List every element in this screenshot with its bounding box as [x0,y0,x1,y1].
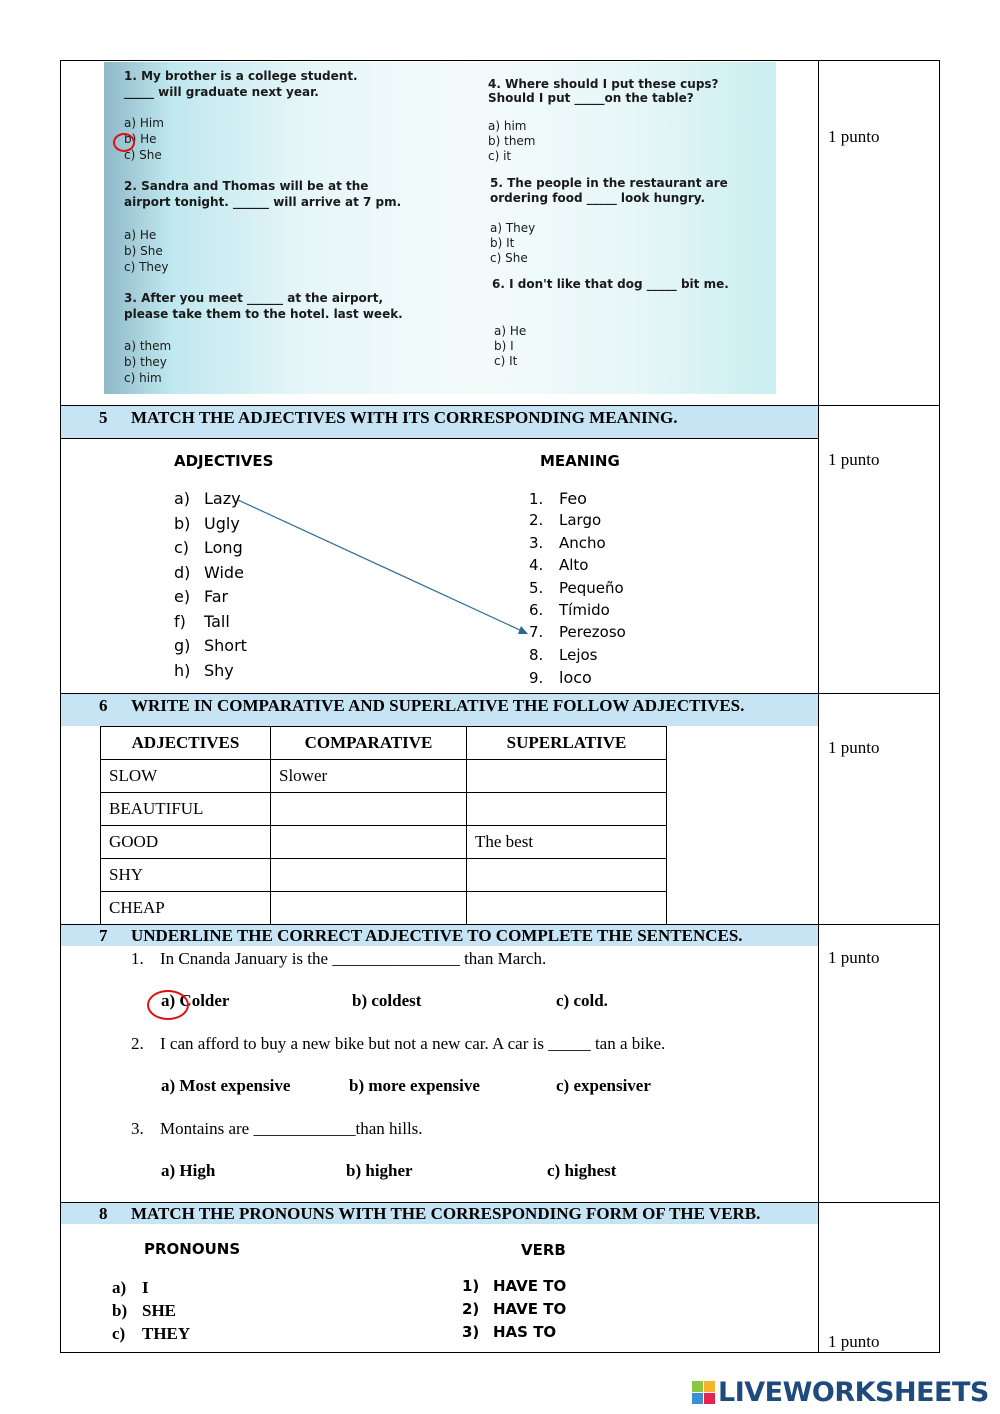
list-item[interactable]: c) Long [174,538,243,557]
list-item[interactable]: f) Tall [174,611,230,631]
list-item[interactable]: e) Far [174,587,229,606]
list-item[interactable]: 2. Largo [529,511,602,530]
list-item[interactable]: b) Ugly [174,513,240,533]
list-item[interactable]: g) Short [174,636,247,655]
answer-cell[interactable] [271,793,467,826]
option: b) I [494,339,514,353]
list-item[interactable]: 1) HAVE TO [462,1277,567,1295]
list-item[interactable]: 1. Feo [529,489,587,508]
answer-cell[interactable] [271,826,467,859]
list-item[interactable]: a) I [112,1278,149,1297]
option: a) He [494,324,527,338]
column-header: ADJECTIVES [101,727,271,760]
list-item[interactable]: 3. Ancho [529,533,606,552]
answer-cell[interactable] [271,892,467,925]
option: b) It [490,236,515,250]
option: a) They [490,221,536,235]
option-a[interactable]: a) Colder [161,991,230,1010]
option: b) She [124,244,163,258]
list-item[interactable]: 9. loco [529,668,592,688]
list-item[interactable]: c) THEY [112,1324,191,1343]
question: 2. I can afford to buy a new bike but not a new car. A car is _____ tan a bike. [131,1034,666,1053]
question-text: Should I put _____on the table? [488,91,694,105]
column-header: COMPARATIVE [271,727,467,760]
option: c) She [124,148,162,162]
option: a) them [124,339,172,353]
points-label: 1 punto [828,450,880,469]
section-number: 5 [99,408,108,427]
answer-cell[interactable] [467,760,667,793]
comparative-table [100,726,667,925]
section-6-header [61,694,818,726]
answer-cell[interactable] [467,892,667,925]
cell: BEAUTIFUL [101,793,271,826]
liveworksheets-logo [692,1377,989,1408]
section-title: UNDERLINE THE CORRECT ADJECTIVE TO COMPLETE THE SENTENCES. [131,926,743,945]
section-title: MATCH THE PRONOUNS WITH THE CORRESPONDING FORM OF THE VERB. [131,1204,761,1223]
option: c) him [124,371,162,385]
column-header: VERB [521,1241,566,1259]
option: a) him [488,119,527,133]
table-row [101,793,667,826]
option: c) They [124,260,169,274]
option: b) He [124,132,157,146]
table-row [101,892,667,925]
option: b) they [124,355,167,369]
column-header: PRONOUNS [144,1240,241,1258]
question-text: 4. Where should I put these cups? [488,77,719,91]
column-header: SUPERLATIVE [467,727,667,760]
answer-cell[interactable] [271,859,467,892]
section-title: MATCH THE ADJECTIVES WITH ITS CORRESPONDING MEANING. [131,408,678,427]
option-b[interactable]: b) higher [346,1161,413,1180]
list-item[interactable]: b) SHE [112,1301,177,1320]
question-text: 2. Sandra and Thomas will be at the [124,179,369,193]
column-header: MEANING [540,452,620,470]
table-row [101,760,667,793]
list-item[interactable]: 6. Tímido [529,600,610,619]
option: b) them [488,134,536,148]
logo-text: LIVEWORKSHEETS [718,1377,989,1408]
table-header-row [101,727,667,760]
list-item[interactable]: 3) HAS TO [462,1323,557,1341]
cell: SLOW [101,760,271,793]
question-text: _____ will graduate next year. [124,85,319,99]
option-c[interactable]: c) cold. [556,991,608,1010]
points-label: 1 punto [828,948,880,967]
question: 1. In Cnanda January is the _______________ than March. [131,949,547,968]
question-text: 5. The people in the restaurant are [490,176,728,190]
answer-cell[interactable] [467,793,667,826]
question: 3. Montains are ____________than hills. [131,1119,423,1138]
option-a[interactable]: a) High [161,1161,216,1180]
option-b[interactable]: b) more expensive [349,1076,480,1095]
section-number: 6 [99,696,108,715]
section-8-header [61,1203,818,1224]
cell: GOOD [101,826,271,859]
answer-circle [147,990,189,1020]
cell: CHEAP [101,892,271,925]
section-number: 7 [99,926,108,945]
list-item[interactable]: 5. Pequeño [529,578,624,597]
column-header: ADJECTIVES [174,452,274,470]
points-label: 1 punto [828,1332,880,1351]
answer-cell[interactable] [467,859,667,892]
list-item[interactable]: a) Lazy [174,489,241,508]
option-c[interactable]: c) highest [547,1161,617,1180]
verb-list [462,1275,566,1344]
list-item[interactable]: 8. Lejos [529,645,598,664]
option-c[interactable]: c) expensiver [556,1076,651,1095]
section-number: 8 [99,1204,108,1223]
question-text: airport tonight. ______ will arrive at 7 pm. [124,195,402,209]
option: a) He [124,228,157,242]
list-item[interactable]: 4. Alto [529,556,589,575]
list-item[interactable]: h) Shy [174,660,234,680]
question-text: 1. My brother is a college student. [124,69,358,83]
cell: SHY [101,859,271,892]
question-text: please take them to the hotel. last week. [124,307,403,321]
list-item[interactable]: 7. Perezoso [529,623,626,642]
option-b[interactable]: b) coldest [352,991,422,1010]
option: c) It [494,354,518,368]
table-row [101,859,667,892]
option: c) She [490,251,528,265]
section-title: WRITE IN COMPARATIVE AND SUPERLATIVE THE FOLLOW ADJECTIVES. [131,696,745,715]
option: c) it [488,149,512,163]
question-text: 3. After you meet ______ at the airport, [124,291,384,305]
answer-cell[interactable]: The best [467,826,667,859]
points-label: 1 punto [828,738,880,757]
option-a[interactable]: a) Most expensive [161,1076,291,1095]
question-text: 6. I don't like that dog _____ bit me. [492,277,729,291]
section-7-header [61,925,818,946]
option: a) Him [124,116,164,130]
list-item[interactable]: d) Wide [174,562,244,582]
list-item[interactable]: 2) HAVE TO [462,1300,567,1318]
answer-cell[interactable]: Slower [271,760,467,793]
table-row [101,826,667,859]
points-label: 1 punto [828,127,880,146]
question-text: ordering food _____ look hungry. [490,191,706,205]
pronoun-list [112,1276,190,1345]
logo-icon [692,1381,715,1404]
